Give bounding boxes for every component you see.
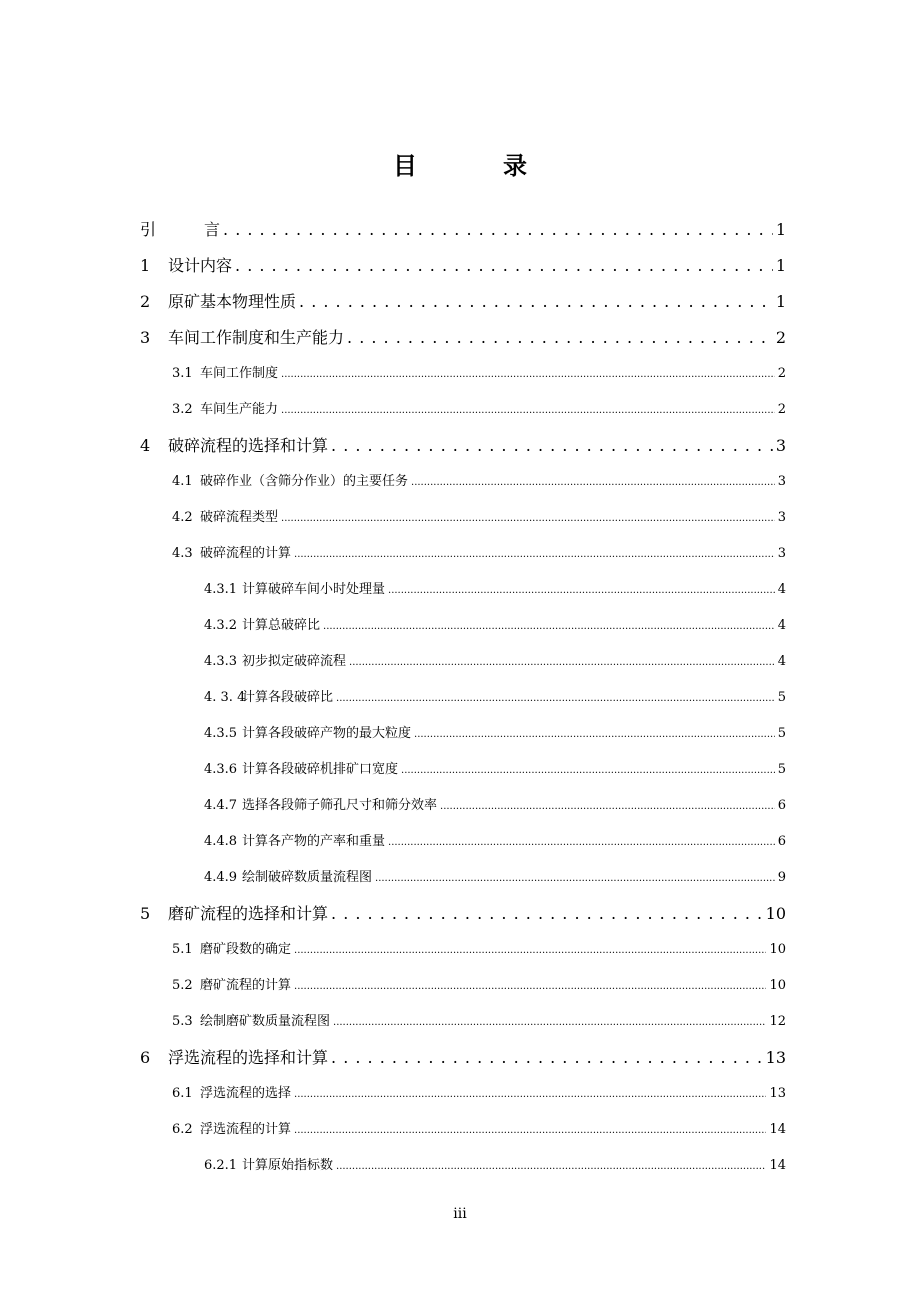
- toc-entry-page: 3: [777, 474, 786, 489]
- toc-entry-number: 4.3.2: [204, 618, 238, 633]
- toc-entry[interactable]: [140, 356, 786, 392]
- toc-dot-leader: [331, 896, 763, 932]
- toc-entry-number: 6.2.1: [204, 1158, 238, 1173]
- toc-entry-page: 14: [769, 1158, 786, 1173]
- toc-entry-page: 2: [777, 402, 786, 417]
- toc-dot-leader: [235, 248, 773, 284]
- toc-dot-leader: [294, 932, 766, 969]
- toc-entry-page: 10: [769, 942, 786, 957]
- toc-entry-label: 计算总破碎比: [242, 618, 321, 633]
- toc-entry[interactable]: [140, 464, 786, 500]
- toc-title-char-1: 目: [393, 152, 417, 180]
- toc-entry-number: 引: [140, 220, 157, 239]
- toc-dot-leader: [440, 788, 775, 825]
- toc-entry[interactable]: [140, 824, 786, 860]
- toc-entry-label: 车间生产能力: [200, 402, 279, 417]
- toc-entry-label: 计算各段破碎比: [242, 690, 334, 705]
- toc-entry[interactable]: [140, 212, 786, 248]
- toc-entry[interactable]: [140, 392, 786, 428]
- toc-entry-page: 14: [769, 1122, 786, 1137]
- toc-entry-number: 4.3: [172, 546, 193, 561]
- toc-entry-label: 初步拟定破碎流程: [242, 654, 347, 669]
- toc-entry[interactable]: [140, 248, 786, 284]
- toc-entry-page: 13: [769, 1086, 786, 1101]
- toc-entry[interactable]: [140, 500, 786, 536]
- toc-entry-page: 3: [777, 510, 786, 525]
- toc-entry-number: 4.3.5: [204, 726, 238, 741]
- toc-entry[interactable]: [140, 572, 786, 608]
- toc-entry[interactable]: [140, 536, 786, 572]
- toc-dot-leader: [294, 968, 766, 1005]
- toc-entry-page: 2: [777, 366, 786, 381]
- toc-entry-label: 浮选流程的选择: [200, 1086, 292, 1101]
- toc-entry-label: 言: [204, 220, 221, 239]
- toc-entry-page: 5: [777, 726, 786, 741]
- toc-dot-leader: [414, 716, 775, 753]
- toc-entry-number: 5.3: [172, 1014, 193, 1029]
- toc-entry-number: 5.2: [172, 978, 193, 993]
- toc-entry-label: 计算各段破碎机排矿口宽度: [242, 762, 399, 777]
- toc-dot-leader: [281, 392, 775, 429]
- toc-dot-leader: [299, 284, 773, 320]
- toc-entry[interactable]: [140, 932, 786, 968]
- toc-dot-leader: [281, 356, 775, 393]
- toc-entry-label: 磨矿流程的计算: [200, 978, 292, 993]
- toc-entry-number: 4.4.9: [204, 870, 238, 885]
- toc-dot-leader: [333, 1004, 766, 1041]
- toc-dot-leader: [388, 572, 775, 609]
- toc-dot-leader: [281, 500, 775, 537]
- toc-dot-leader: [331, 428, 773, 464]
- toc-entry-label: 计算破碎车间小时处理量: [242, 582, 386, 597]
- toc-entry-page: 3: [777, 546, 786, 561]
- toc-entry-number: 6.2: [172, 1122, 193, 1137]
- toc-entry-label: 浮选流程的选择和计算: [168, 1048, 329, 1067]
- toc-entry-number: 5.1: [172, 942, 193, 957]
- toc-dot-leader: [294, 536, 775, 573]
- toc-entry-page: 1: [775, 256, 786, 275]
- toc-entry-page: 3: [775, 436, 786, 455]
- toc-entry-page: 6: [777, 798, 786, 813]
- toc-entry-number: 6: [140, 1048, 151, 1067]
- toc-entry-label: 计算原始指标数: [242, 1158, 334, 1173]
- toc-dot-leader: [401, 752, 775, 789]
- toc-entry-label: 破碎流程类型: [200, 510, 279, 525]
- toc-entry[interactable]: [140, 1040, 786, 1076]
- toc-entry-number: 4.3.6: [204, 762, 238, 777]
- toc-entry-label: 破碎流程的计算: [200, 546, 292, 561]
- toc-entry[interactable]: [140, 896, 786, 932]
- toc-entry-label: 原矿基本物理性质: [168, 292, 297, 311]
- toc-dot-leader: [294, 1112, 766, 1149]
- toc-dot-leader: [336, 680, 775, 717]
- toc-entry-page: 4: [777, 582, 786, 597]
- toc-entry-number: 2: [140, 292, 151, 311]
- toc-entry[interactable]: [140, 968, 786, 1004]
- toc-title: [0, 146, 920, 181]
- toc-entry[interactable]: [140, 1004, 786, 1040]
- toc-entry-number: 4.4.7: [204, 798, 238, 813]
- toc-entry-label: 磨矿流程的选择和计算: [168, 904, 329, 923]
- toc-entry-number: 6.1: [172, 1086, 193, 1101]
- toc-entry-page: 10: [765, 904, 786, 923]
- toc-entry-number: 1: [140, 256, 151, 275]
- toc-dot-leader: [347, 320, 773, 356]
- toc-entry[interactable]: [140, 644, 786, 680]
- toc-entry-number: 4: [140, 436, 151, 455]
- toc-entry-page: 1: [775, 292, 786, 311]
- toc-entry[interactable]: [140, 1076, 786, 1112]
- toc-entry[interactable]: [140, 680, 786, 716]
- toc-entry-page: 12: [769, 1014, 786, 1029]
- toc-entry-number: 5: [140, 904, 151, 923]
- toc-entry-page: 4: [777, 654, 786, 669]
- page-number: iii: [453, 1206, 467, 1222]
- toc-entry-number: 4.4.8: [204, 834, 238, 849]
- toc-entry-label: 破碎流程的选择和计算: [168, 436, 329, 455]
- toc-entry-label: 车间工作制度和生产能力: [168, 328, 345, 347]
- toc-entry-page: 1: [775, 220, 786, 239]
- toc-entry[interactable]: [140, 284, 786, 320]
- toc-entry-number: 3: [140, 328, 151, 347]
- toc-entry-label: 绘制磨矿数质量流程图: [200, 1014, 331, 1029]
- toc-entry-page: 4: [777, 618, 786, 633]
- toc-entry-page: 2: [775, 328, 786, 347]
- toc-entry-label: 绘制破碎数质量流程图: [242, 870, 373, 885]
- toc-entry-label: 破碎作业（含筛分作业）的主要任务: [200, 474, 409, 489]
- toc-dot-leader: [411, 464, 775, 501]
- toc-dot-leader: [388, 824, 775, 861]
- table-of-contents: [140, 212, 786, 1184]
- toc-entry-label: 设计内容: [168, 256, 233, 275]
- toc-entry-label: 车间工作制度: [200, 366, 279, 381]
- toc-entry-page: 6: [777, 834, 786, 849]
- toc-entry-label: 浮选流程的计算: [200, 1122, 292, 1137]
- toc-entry[interactable]: [140, 1112, 786, 1148]
- toc-entry-page: 10: [769, 978, 786, 993]
- toc-dot-leader: [223, 212, 773, 248]
- toc-entry-label: 计算各段破碎产物的最大粒度: [242, 726, 412, 741]
- toc-entry-page: 5: [777, 762, 786, 777]
- toc-dot-leader: [349, 644, 775, 681]
- toc-entry[interactable]: [140, 788, 786, 824]
- toc-entry-number: 3.1: [172, 366, 193, 381]
- toc-dot-leader: [323, 608, 775, 645]
- toc-entry-page: 5: [777, 690, 786, 705]
- toc-title-char-2: 录: [503, 152, 527, 180]
- toc-entry-number: 4.2: [172, 510, 193, 525]
- toc-entry-label: 磨矿段数的确定: [200, 942, 292, 957]
- toc-entry-number: 4. 3. 4: [204, 690, 246, 705]
- toc-entry[interactable]: [140, 320, 786, 356]
- toc-entry-label: 选择各段筛子筛孔尺寸和筛分效率: [242, 798, 438, 813]
- toc-entry[interactable]: [140, 860, 786, 896]
- toc-entry-page: 9: [777, 870, 786, 885]
- toc-entry[interactable]: [140, 428, 786, 464]
- toc-dot-leader: [375, 860, 775, 897]
- toc-dot-leader: [294, 1076, 766, 1113]
- toc-entry-label: 计算各产物的产率和重量: [242, 834, 386, 849]
- toc-entry-number: 4.1: [172, 474, 193, 489]
- toc-entry-page: 13: [765, 1048, 786, 1067]
- toc-entry-number: 3.2: [172, 402, 193, 417]
- toc-entry[interactable]: [140, 1148, 786, 1184]
- toc-entry[interactable]: [140, 608, 786, 644]
- toc-entry[interactable]: [140, 716, 786, 752]
- toc-entry-number: 4.3.3: [204, 654, 238, 669]
- toc-dot-leader: [331, 1040, 763, 1076]
- toc-entry-number: 4.3.1: [204, 582, 238, 597]
- toc-dot-leader: [336, 1148, 766, 1185]
- toc-entry[interactable]: [140, 752, 786, 788]
